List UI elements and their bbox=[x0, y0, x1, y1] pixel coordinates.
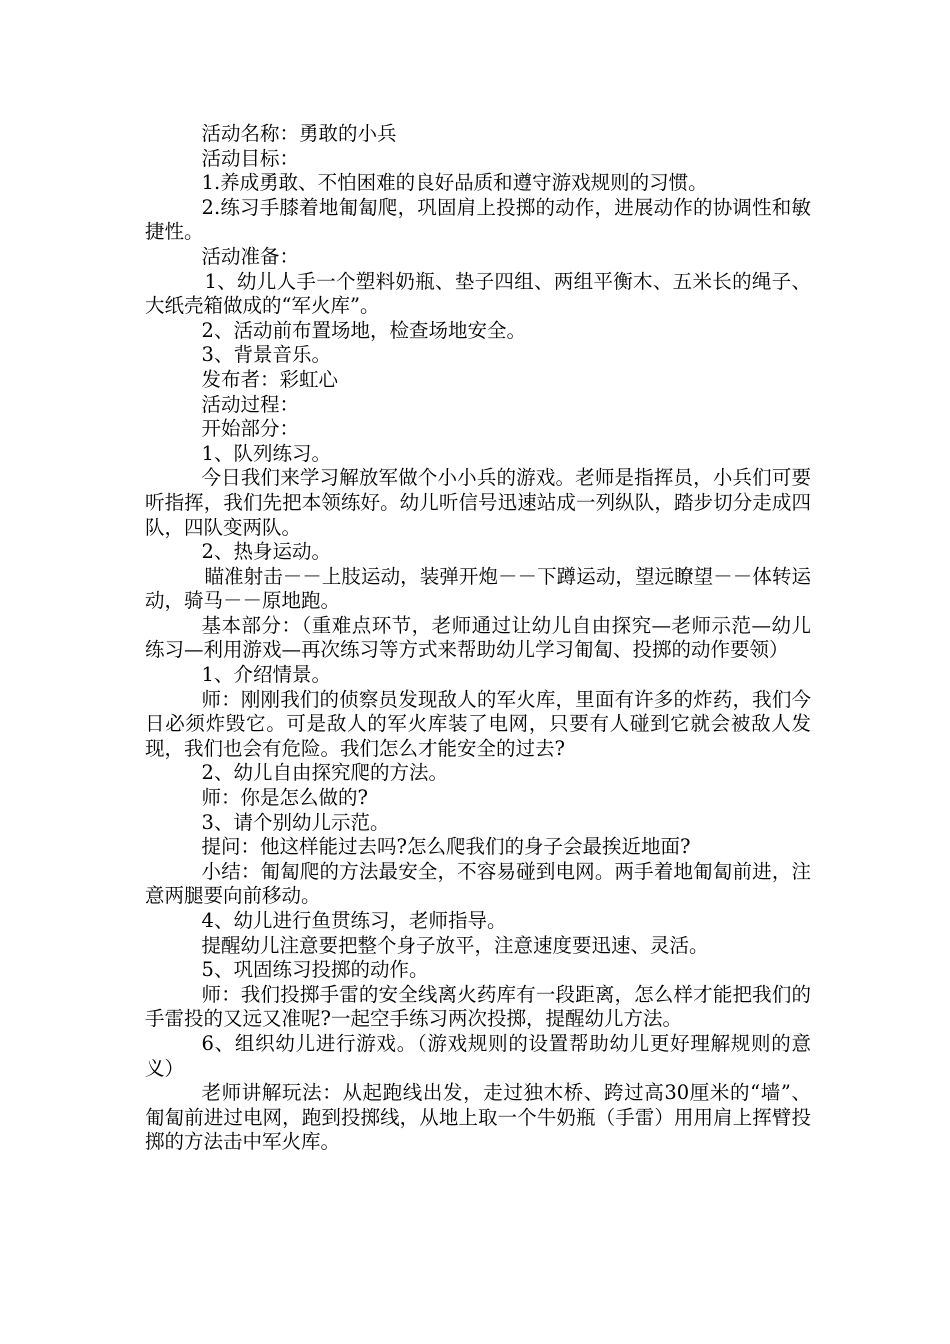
opening-heading: 开始部分： bbox=[201, 417, 300, 441]
process-heading: 活动过程： bbox=[201, 392, 300, 416]
basic-step-2-text: 师：你是怎么做的? bbox=[201, 786, 369, 810]
preparation-item-2: 2、活动前布置场地，检查场地安全。 bbox=[201, 318, 526, 342]
opening-step-1-text: 今日我们来学习解放军做个小小兵的游戏。老师是指挥员，小兵们可要听指挥，我们先把本领练好。幼儿听信号迅速站成一列纵队，踏步切分走成四队，四队变两队。 bbox=[145, 466, 811, 539]
basic-step-6: 6、组织幼儿进行游戏。（游戏规则的设置帮助幼儿更好理解规则的意义） bbox=[145, 1031, 811, 1080]
preparation-heading: 活动准备： bbox=[201, 244, 300, 268]
goals-heading: 活动目标： bbox=[201, 146, 300, 170]
basic-step-1: 1、介绍情景。 bbox=[201, 663, 331, 687]
basic-step-5-text: 师：我们投掷手雷的安全线离火药库有一段距离，怎么样才能把我们的手雷投的又远又准呢?一起空手练习两次投掷，提醒幼儿方法。 bbox=[145, 982, 811, 1031]
document-body bbox=[145, 122, 811, 1155]
goal-item-2: 2.练习手膝着地匍匐爬，巩固肩上投掷的动作，进展动作的协调性和敏捷性。 bbox=[145, 195, 811, 244]
goal-item-1: 1.养成勇敢、不怕困难的良好品质和遵守游戏规则的习惯。 bbox=[201, 171, 708, 195]
basic-step-3-summary: 小结：匍匐爬的方法最安全，不容易碰到电网。两手着地匍匐前进，注意两腿要向前移动。 bbox=[145, 859, 811, 908]
basic-part-heading: 基本部分：（重难点环节，老师通过让幼儿自由探究—老师示范—幼儿练习—利用游戏—再次练习等方式来帮助幼儿学习匍匐、投掷的动作要领） bbox=[145, 613, 811, 662]
basic-step-1-text: 师：刚刚我们的侦察员发现敌人的军火库，里面有许多的炸药，我们今日必须炸毁它。可是敌人的军火库装了电网，只要有人碰到它就会被敌人发现，我们也会有危险。我们怎么才能安全的过去? bbox=[145, 687, 811, 760]
preparation-item-1: 1、幼儿人手一个塑料奶瓶、垫子四组、两组平衡木、五米长的绳子、大纸壳箱做成的“军火库”。 bbox=[145, 269, 811, 318]
basic-step-3-question: 提问：他这样能过去吗?怎么爬我们的身子会最挨近地面? bbox=[201, 835, 691, 859]
preparation-item-3: 3、背景音乐。 bbox=[201, 343, 331, 367]
activity-name: 活动名称：勇敢的小兵 bbox=[201, 122, 397, 145]
basic-step-4-reminder: 提醒幼儿注意要把整个身子放平，注意速度要迅速、灵活。 bbox=[201, 933, 709, 957]
basic-step-3: 3、请个别幼儿示范。 bbox=[201, 810, 390, 834]
basic-step-5: 5、巩固练习投掷的动作。 bbox=[201, 958, 429, 982]
basic-step-2: 2、幼儿自由探究爬的方法。 bbox=[201, 761, 448, 785]
basic-step-4: 4、幼儿进行鱼贯练习，老师指导。 bbox=[201, 909, 507, 932]
opening-step-2: 2、热身运动。 bbox=[201, 540, 331, 564]
basic-step-6-rules: 老师讲解玩法：从起跑线出发，走过独木桥、跨过高30厘米的“墙”、匍匐前进过电网，跑到投掷线，从地上取一个牛奶瓶（手雷）用用肩上挥臂投掷的方法击中军火库。 bbox=[145, 1081, 811, 1154]
opening-step-2-text: 瞄准射击－－上肢运动，装弹开炮－－下蹲运动，望远瞭望－－体转运动，骑马－－原地跑。 bbox=[145, 564, 811, 613]
opening-step-1: 1、队列练习。 bbox=[201, 441, 331, 465]
publisher: 发布者：彩虹心 bbox=[201, 367, 339, 391]
